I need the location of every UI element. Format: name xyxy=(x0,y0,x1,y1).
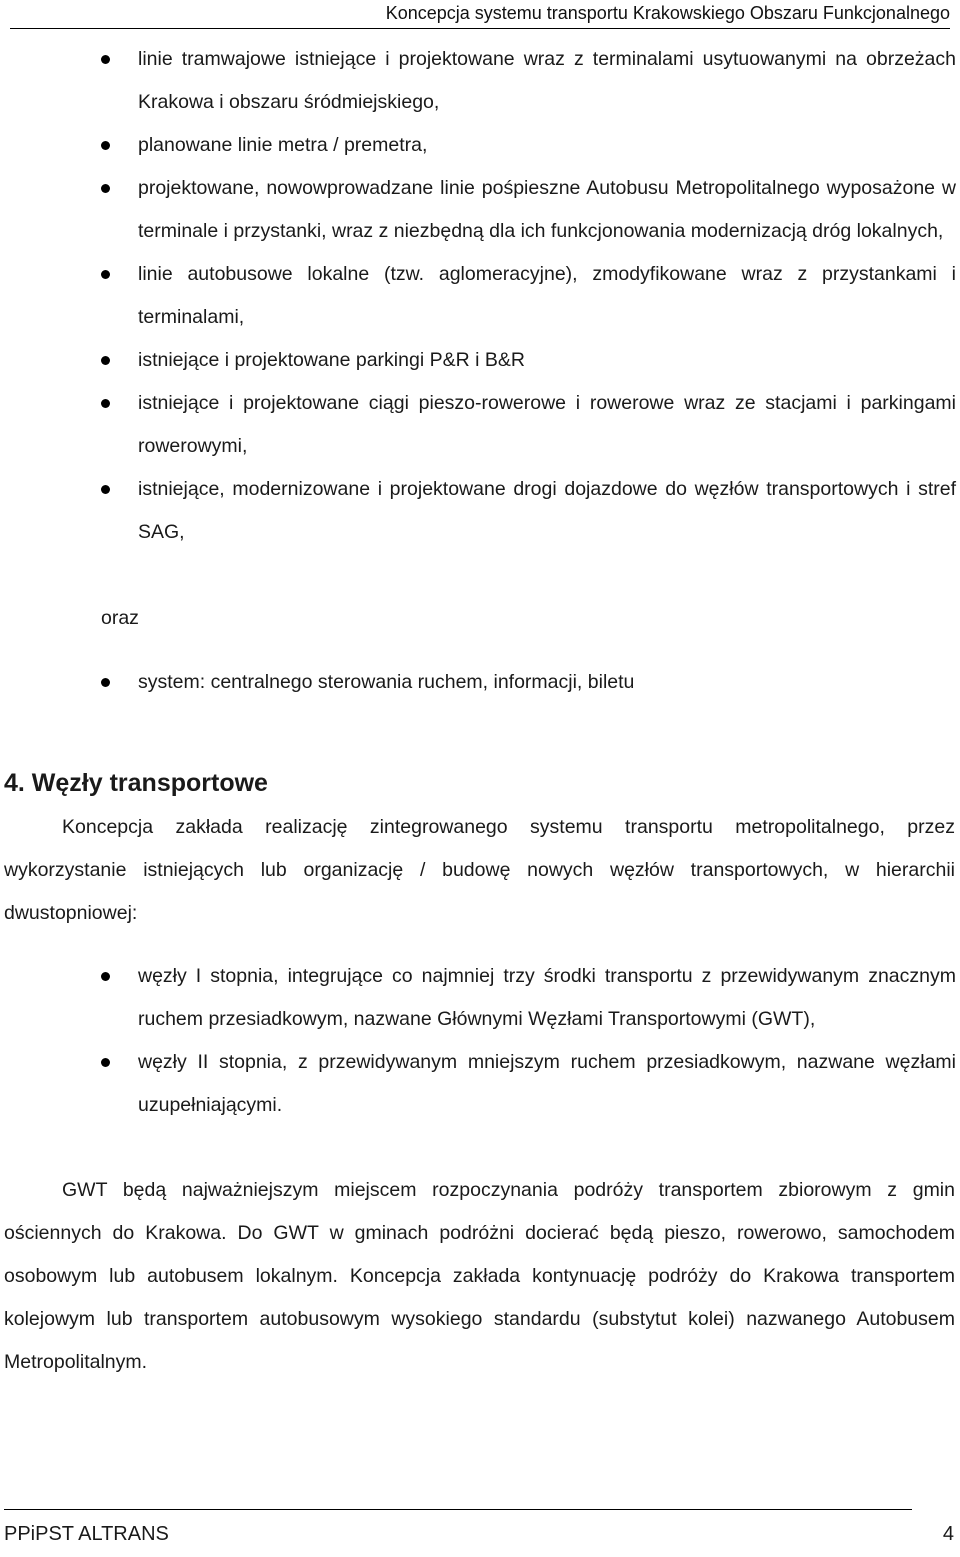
page-number: 4 xyxy=(942,1523,954,1545)
bullet-icon xyxy=(101,678,110,687)
list-item-text: istniejące i projektowane ciągi pieszo-rowerowe i rowerowe wraz ze stacjami i parkingami rowerowymi, xyxy=(138,392,956,457)
bullet-icon xyxy=(101,972,110,981)
list-item-text: planowane linie metra / premetra, xyxy=(138,134,428,156)
running-header-title: Koncepcja systemu transportu Krakowskiego Obszaru Funkcjonalnego xyxy=(385,3,950,23)
footer-rule xyxy=(4,1509,912,1510)
systems-list xyxy=(0,661,960,704)
list-item xyxy=(0,1041,960,1127)
section-closing-paragraph: GWT będą najważniejszym miejscem rozpoczynania podróży transportem zbiorowym z gmin ościennych do Krakowa. Do GWT w gminach podróżni docierać będą pieszo, rowerowo, samochodem osobowym lub autobusem lokalnym. Koncepcja zakłada kontynuację podróży do Krakowa transportem kolejowym lub transportem autobusowym wysokiego standardu (substytut kolei) nazwanego Autobusem Metropolitalnym. xyxy=(4,1179,955,1373)
running-header xyxy=(10,0,950,29)
bullet-icon xyxy=(101,55,110,64)
list-item-text: system: centralnego sterowania ruchem, informacji, biletu xyxy=(138,671,635,693)
section-heading: 4. Węzły transportowe xyxy=(4,769,268,797)
list-item-text: węzły I stopnia, integrujące co najmniej trzy środki transportu z przewidywanym znacznym ruchem przesiadkowym, nazwane Głównymi Węzłami Transportowymi (GWT), xyxy=(138,965,956,1030)
list-item xyxy=(0,167,960,253)
list-item-text: linie autobusowe lokalne (tzw. aglomeracyjne), zmodyfikowane wraz z przystankami i terminalami, xyxy=(138,263,956,328)
bullet-icon xyxy=(101,485,110,494)
list-item xyxy=(0,38,960,124)
transport-elements-list xyxy=(0,38,960,554)
bullet-icon xyxy=(101,270,110,279)
bullet-icon xyxy=(101,399,110,408)
list-item-text: linie tramwajowe istniejące i projektowane wraz z terminalami usytuowanymi na obrzeżach Krakowa i obszaru śródmiejskiego, xyxy=(138,48,956,113)
list-item xyxy=(0,124,960,167)
oraz-connector: oraz xyxy=(101,607,139,629)
bullet-icon xyxy=(101,1058,110,1067)
bullet-icon xyxy=(101,141,110,150)
list-item xyxy=(0,339,960,382)
list-item-text: projektowane, nowowprowadzane linie pośpieszne Autobusu Metropolitalnego wyposażone w terminale i przystanki, wraz z niezbędną dla ich funkcjonowania modernizacją dróg lokalnych, xyxy=(138,177,956,242)
list-item-text: węzły II stopnia, z przewidywanym mniejszym ruchem przesiadkowym, nazwane węzłami uzupełniającymi. xyxy=(138,1051,956,1116)
section-intro-paragraph: Koncepcja zakłada realizację zintegrowanego systemu transportu metropolitalnego, przez wykorzystanie istniejących lub organizację / budowę nowych węzłów transportowych, w hierarchii dwustopniowej: xyxy=(4,816,955,924)
list-item xyxy=(0,955,960,1041)
list-item xyxy=(0,661,960,704)
footer-company: PPiPST ALTRANS xyxy=(4,1523,169,1545)
list-item-text: istniejące i projektowane parkingi P&R i B&R xyxy=(138,349,525,371)
list-item-text: istniejące, modernizowane i projektowane drogi dojazdowe do węzłów transportowych i stref SAG, xyxy=(138,478,956,543)
bullet-icon xyxy=(101,184,110,193)
list-item xyxy=(0,468,960,554)
list-item xyxy=(0,253,960,339)
node-levels-list xyxy=(0,955,960,1127)
list-item xyxy=(0,382,960,468)
bullet-icon xyxy=(101,356,110,365)
